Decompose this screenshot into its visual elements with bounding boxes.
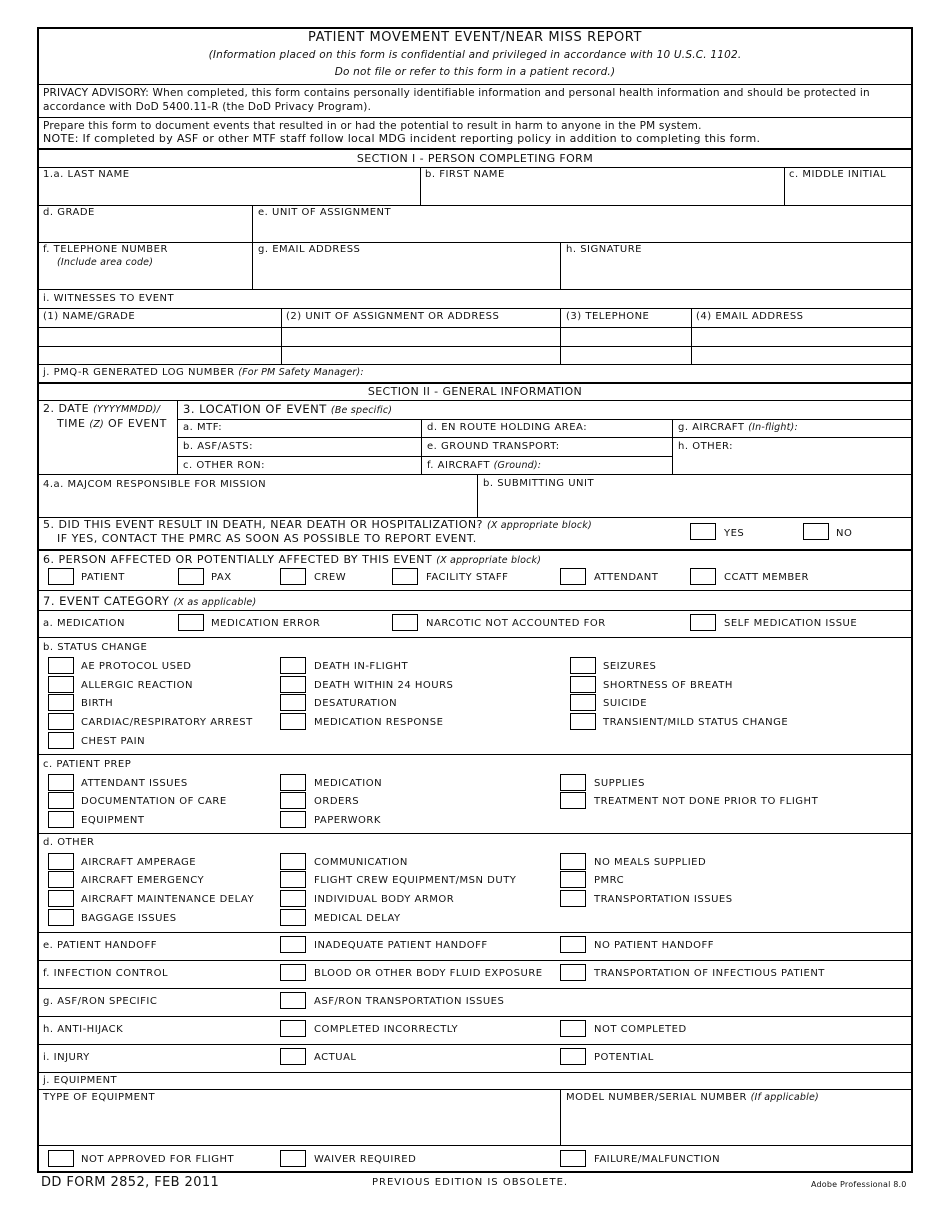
anti-hijack-label: h. ANTI-HIJACK: [43, 1024, 124, 1035]
seizures-label: SEIZURES: [603, 661, 657, 672]
medication-response-label: MEDICATION RESPONSE: [314, 717, 444, 728]
flight-crew-checkbox[interactable]: [280, 871, 306, 888]
signature-field[interactable]: [566, 257, 908, 287]
patient-prep-label: c. PATIENT PREP: [43, 759, 132, 770]
not-completed-checkbox[interactable]: [560, 1020, 586, 1037]
baggage-issues-checkbox[interactable]: [48, 909, 74, 926]
desaturation-label: DESATURATION: [314, 698, 398, 709]
infection-control-label: f. INFECTION CONTROL: [43, 968, 169, 979]
software-note: Adobe Professional 8.0: [811, 1180, 907, 1189]
completed-incorrectly-checkbox[interactable]: [280, 1020, 306, 1037]
person-attendant-checkbox[interactable]: [560, 568, 586, 585]
supplies-checkbox[interactable]: [560, 774, 586, 791]
form-subtitle-1: (Information placed on this form is confidential and privileged in accordance with 10 U.S.C. 1102.: [208, 49, 742, 61]
prep-medication-checkbox[interactable]: [280, 774, 306, 791]
birth-checkbox[interactable]: [48, 694, 74, 711]
submitting-unit-field[interactable]: [483, 493, 907, 515]
seizures-checkbox[interactable]: [570, 657, 596, 674]
death-inflight-label: DEATH IN-FLIGHT: [314, 661, 409, 672]
cardiac-arrest-checkbox[interactable]: [48, 713, 74, 730]
injury-label: i. INJURY: [43, 1052, 90, 1063]
privacy-advisory-line2: accordance with DoD 5400.11-R (the DoD Privacy Program).: [43, 101, 372, 113]
no-meals-checkbox[interactable]: [560, 853, 586, 870]
witnesses-label: i. WITNESSES TO EVENT: [43, 293, 175, 304]
transportation-issues-label: TRANSPORTATION ISSUES: [594, 894, 733, 905]
desaturation-checkbox[interactable]: [280, 694, 306, 711]
asf-ron-label: g. ASF/RON SPECIFIC: [43, 996, 158, 1007]
cardiac-arrest-label: CARDIAC/RESPIRATORY ARREST: [81, 717, 253, 728]
shortness-of-breath-label: SHORTNESS OF BREATH: [603, 680, 733, 691]
completed-incorrectly-label: COMPLETED INCORRECTLY: [314, 1024, 459, 1035]
treatment-not-done-label: TREATMENT NOT DONE PRIOR TO FLIGHT: [594, 796, 819, 807]
grade-label: d. GRADE: [43, 207, 95, 218]
yes-checkbox[interactable]: [690, 523, 716, 540]
ae-protocol-checkbox[interactable]: [48, 657, 74, 674]
edition-notice: PREVIOUS EDITION IS OBSOLETE.: [372, 1177, 569, 1188]
waiver-required-label: WAIVER REQUIRED: [314, 1154, 417, 1165]
person-patient-label: PATIENT: [81, 572, 125, 583]
no-handoff-label: NO PATIENT HANDOFF: [594, 940, 715, 951]
inadequate-handoff-label: INADEQUATE PATIENT HANDOFF: [314, 940, 488, 951]
waiver-required-checkbox[interactable]: [280, 1150, 306, 1167]
witness-name-header: (1) NAME/GRADE: [43, 311, 136, 322]
form-subtitle-2: Do not file or refer to this form in a patient record.): [334, 66, 616, 78]
person-ccatt-checkbox[interactable]: [690, 568, 716, 585]
section1-title: SECTION I - PERSON COMPLETING FORM: [356, 152, 594, 165]
person-patient-checkbox[interactable]: [48, 568, 74, 585]
status-change-label: b. STATUS CHANGE: [43, 642, 148, 653]
aircraft-emergency-label: AIRCRAFT EMERGENCY: [81, 875, 205, 886]
witness-telephone-header: (3) TELEPHONE: [566, 311, 650, 322]
other-ron-label: c. OTHER RON:: [183, 460, 265, 471]
treatment-not-done-checkbox[interactable]: [560, 792, 586, 809]
death-24h-label: DEATH WITHIN 24 HOURS: [314, 680, 454, 691]
not-approved-label: NOT APPROVED FOR FLIGHT: [81, 1154, 235, 1165]
email-label: g. EMAIL ADDRESS: [258, 244, 361, 255]
model-serial-field[interactable]: [566, 1106, 908, 1142]
person-crew-checkbox[interactable]: [280, 568, 306, 585]
person-ccatt-label: CCATT MEMBER: [724, 572, 809, 583]
fluid-exposure-checkbox[interactable]: [280, 964, 306, 981]
medical-delay-label: MEDICAL DELAY: [314, 913, 401, 924]
equipment-type-label: TYPE OF EQUIPMENT: [43, 1092, 156, 1103]
unit-field[interactable]: [258, 219, 908, 240]
asf-label: b. ASF/ASTS:: [183, 441, 254, 452]
location-label: 3. LOCATION OF EVENT (Be specific): [183, 402, 393, 416]
self-medication-label: SELF MEDICATION ISSUE: [724, 618, 858, 629]
birth-label: BIRTH: [81, 698, 114, 709]
instructions-line1: Prepare this form to document events that resulted in or had the potential to result in harm to anyone in the PM system.: [43, 120, 702, 132]
unit-label: e. UNIT OF ASSIGNMENT: [258, 207, 392, 218]
transportation-issues-checkbox[interactable]: [560, 890, 586, 907]
no-checkbox[interactable]: [803, 523, 829, 540]
aircraft-ground-label: f. AIRCRAFT (Ground):: [427, 460, 542, 471]
report-form: [37, 27, 913, 1173]
medication-response-checkbox[interactable]: [280, 713, 306, 730]
ae-protocol-label: AE PROTOCOL USED: [81, 661, 192, 672]
question7-label: 7. EVENT CATEGORY (X as applicable): [43, 594, 257, 608]
narcotic-checkbox[interactable]: [392, 614, 418, 631]
first-name-label: b. FIRST NAME: [425, 169, 505, 180]
submitting-unit-label: b. SUBMITTING UNIT: [483, 478, 595, 489]
email-field[interactable]: [258, 257, 556, 287]
medication-error-checkbox[interactable]: [178, 614, 204, 631]
person-attendant-label: ATTENDANT: [594, 572, 659, 583]
supplies-label: SUPPLIES: [594, 778, 645, 789]
form-title: PATIENT MOVEMENT EVENT/NEAR MISS REPORT: [307, 30, 643, 45]
last-name-field[interactable]: [43, 181, 415, 203]
person-pax-checkbox[interactable]: [178, 568, 204, 585]
person-facility-staff-label: FACILITY STAFF: [426, 572, 509, 583]
self-medication-checkbox[interactable]: [690, 614, 716, 631]
paperwork-checkbox[interactable]: [280, 811, 306, 828]
suicide-label: SUICIDE: [603, 698, 648, 709]
orders-checkbox[interactable]: [280, 792, 306, 809]
documentation-checkbox[interactable]: [48, 792, 74, 809]
flight-crew-label: FLIGHT CREW EQUIPMENT/MSN DUTY: [314, 875, 517, 886]
person-facility-staff-checkbox[interactable]: [392, 568, 418, 585]
medical-delay-checkbox[interactable]: [280, 909, 306, 926]
instructions-note: NOTE: If completed by ASF or other MTF staff follow local MDG incident reporting policy in addition to completing this form.: [43, 132, 761, 145]
injury-potential-checkbox[interactable]: [560, 1048, 586, 1065]
aircraft-maintenance-checkbox[interactable]: [48, 890, 74, 907]
witness-email-header: (4) EMAIL ADDRESS: [696, 311, 804, 322]
equipment-label: j. EQUIPMENT: [43, 1075, 118, 1086]
section2-title: SECTION II - GENERAL INFORMATION: [367, 385, 583, 398]
injury-potential-label: POTENTIAL: [594, 1052, 654, 1063]
asf-ron-transport-checkbox[interactable]: [280, 992, 306, 1009]
ground-transport-label: e. GROUND TRANSPORT:: [427, 441, 560, 452]
aircraft-inflight-label: g. AIRCRAFT (In-flight):: [678, 422, 798, 433]
injury-actual-checkbox[interactable]: [280, 1048, 306, 1065]
asf-ron-transport-label: ASF/RON TRANSPORTATION ISSUES: [314, 996, 505, 1007]
infectious-patient-label: TRANSPORTATION OF INFECTIOUS PATIENT: [594, 968, 825, 979]
question6-label: 6. PERSON AFFECTED OR POTENTIALLY AFFECTED BY THIS EVENT (X appropriate block): [43, 553, 542, 566]
privacy-advisory-line1: PRIVACY ADVISORY: When completed, this form contains personally identifiable information and personal health information and should be protected in: [43, 87, 870, 99]
death-24h-checkbox[interactable]: [280, 676, 306, 693]
patient-handoff-label: e. PATIENT HANDOFF: [43, 940, 158, 951]
failure-malfunction-label: FAILURE/MALFUNCTION: [594, 1154, 721, 1165]
attendant-issues-label: ATTENDANT ISSUES: [81, 778, 188, 789]
body-armor-checkbox[interactable]: [280, 890, 306, 907]
infectious-patient-checkbox[interactable]: [560, 964, 586, 981]
majcom-field[interactable]: [43, 493, 473, 515]
witness-2-name-field[interactable]: [41, 348, 279, 363]
witness-1-name-field[interactable]: [41, 329, 279, 344]
attendant-issues-checkbox[interactable]: [48, 774, 74, 791]
orders-label: ORDERS: [314, 796, 360, 807]
allergic-reaction-label: ALLERGIC REACTION: [81, 680, 193, 691]
time-label: TIME (Z) OF EVENT: [57, 417, 167, 430]
enroute-label: d. EN ROUTE HOLDING AREA:: [427, 422, 588, 433]
mtf-label: a. MTF:: [183, 422, 223, 433]
aircraft-emergency-checkbox[interactable]: [48, 871, 74, 888]
prep-equipment-label: EQUIPMENT: [81, 815, 145, 826]
chest-pain-checkbox[interactable]: [48, 732, 74, 749]
fluid-exposure-label: BLOOD OR OTHER BODY FLUID EXPOSURE: [314, 968, 543, 979]
allergic-reaction-checkbox[interactable]: [48, 676, 74, 693]
middle-initial-label: c. MIDDLE INITIAL: [789, 169, 887, 180]
pmrc-label: PMRC: [594, 875, 625, 886]
form-number: DD FORM 2852, FEB 2011: [41, 1175, 220, 1190]
medication-category-label: a. MEDICATION: [43, 618, 126, 629]
documentation-label: DOCUMENTATION OF CARE: [81, 796, 227, 807]
aircraft-amperage-checkbox[interactable]: [48, 853, 74, 870]
death-inflight-checkbox[interactable]: [280, 657, 306, 674]
shortness-of-breath-checkbox[interactable]: [570, 676, 596, 693]
failure-malfunction-checkbox[interactable]: [560, 1150, 586, 1167]
chest-pain-label: CHEST PAIN: [81, 736, 146, 747]
no-label: NO: [836, 528, 853, 539]
prep-equipment-checkbox[interactable]: [48, 811, 74, 828]
person-crew-label: CREW: [314, 572, 347, 583]
prep-medication-label: MEDICATION: [314, 778, 383, 789]
no-meals-label: NO MEALS SUPPLIED: [594, 857, 707, 868]
aircraft-maintenance-label: AIRCRAFT MAINTENANCE DELAY: [81, 894, 255, 905]
transient-status-checkbox[interactable]: [570, 713, 596, 730]
first-name-field[interactable]: [425, 181, 779, 203]
last-name-label: 1.a. LAST NAME: [43, 169, 130, 180]
not-approved-checkbox[interactable]: [48, 1150, 74, 1167]
body-armor-label: INDIVIDUAL BODY ARMOR: [314, 894, 455, 905]
question5-line2: IF YES, CONTACT THE PMRC AS SOON AS POSSIBLE TO REPORT EVENT.: [57, 532, 477, 545]
middle-initial-field[interactable]: [789, 181, 907, 203]
medication-error-label: MEDICATION ERROR: [211, 618, 321, 629]
equipment-type-field[interactable]: [43, 1106, 556, 1142]
pmrc-checkbox[interactable]: [560, 871, 586, 888]
baggage-issues-label: BAGGAGE ISSUES: [81, 913, 177, 924]
model-serial-label: MODEL NUMBER/SERIAL NUMBER (If applicable): [566, 1092, 819, 1103]
person-pax-label: PAX: [211, 572, 232, 583]
not-completed-label: NOT COMPLETED: [594, 1024, 687, 1035]
communication-label: COMMUNICATION: [314, 857, 408, 868]
question5-line1: 5. DID THIS EVENT RESULT IN DEATH, NEAR DEATH OR HOSPITALIZATION? (X appropriate block): [43, 518, 592, 531]
grade-field[interactable]: [43, 219, 248, 240]
telephone-label: f. TELEPHONE NUMBER: [43, 244, 168, 255]
majcom-label: 4.a. MAJCOM RESPONSIBLE FOR MISSION: [43, 479, 267, 490]
witness-unit-header: (2) UNIT OF ASSIGNMENT OR ADDRESS: [286, 311, 500, 322]
communication-checkbox[interactable]: [280, 853, 306, 870]
other-category-label: d. OTHER: [43, 837, 95, 848]
yes-label: YES: [724, 528, 745, 539]
injury-actual-label: ACTUAL: [314, 1052, 357, 1063]
date-label: 2. DATE (YYYYMMDD)/: [43, 402, 161, 415]
other-location-label: h. OTHER:: [678, 441, 734, 452]
paperwork-label: PAPERWORK: [314, 815, 381, 826]
transient-status-label: TRANSIENT/MILD STATUS CHANGE: [603, 717, 789, 728]
telephone-note: (Include area code): [57, 257, 154, 268]
aircraft-amperage-label: AIRCRAFT AMPERAGE: [81, 857, 197, 868]
suicide-checkbox[interactable]: [570, 694, 596, 711]
no-handoff-checkbox[interactable]: [560, 936, 586, 953]
inadequate-handoff-checkbox[interactable]: [280, 936, 306, 953]
pmqr-label: j. PMQ-R GENERATED LOG NUMBER (For PM Safety Manager):: [43, 367, 364, 378]
narcotic-label: NARCOTIC NOT ACCOUNTED FOR: [426, 618, 606, 629]
signature-label: h. SIGNATURE: [566, 244, 642, 255]
